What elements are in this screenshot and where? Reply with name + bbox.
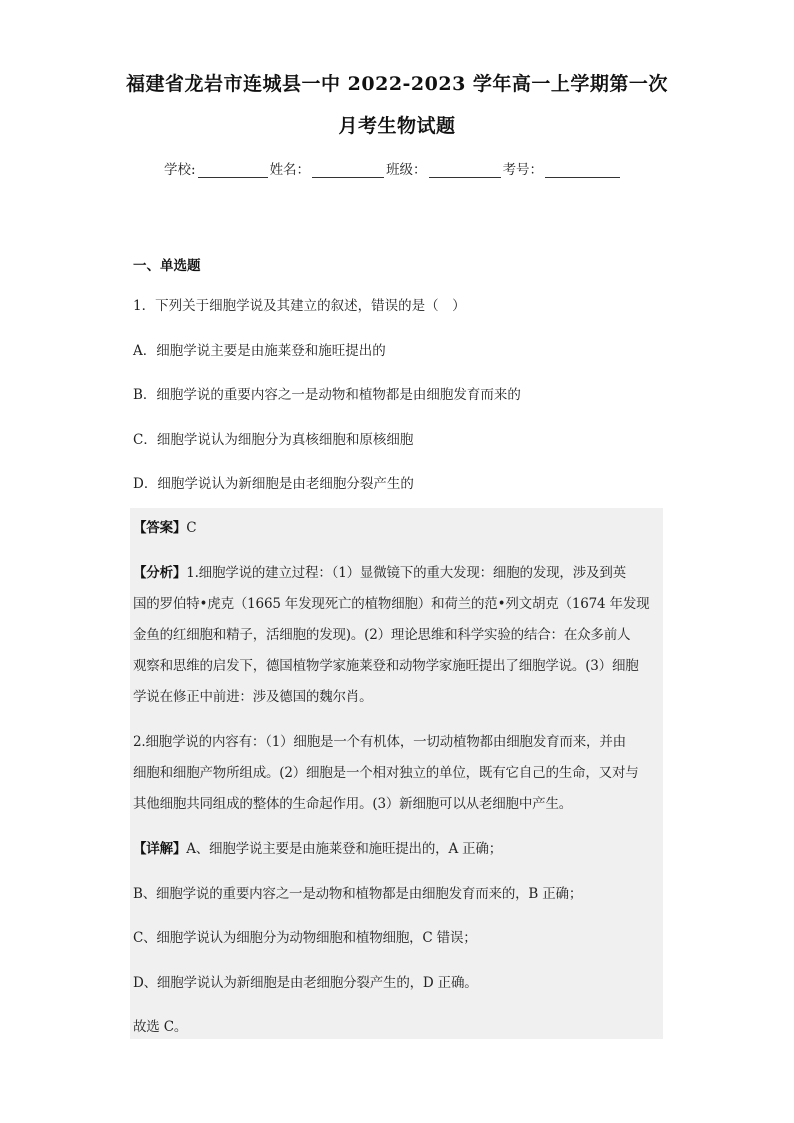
option-a: A．细胞学说主要是由施莱登和施旺提出的: [133, 343, 386, 359]
detail-line-4: D、细胞学说认为新细胞是由老细胞分裂产生的，D 正确。: [133, 975, 478, 991]
detail-line-1: [133, 837, 502, 857]
section-heading: 一、单选题: [133, 258, 201, 274]
option-b: B．细胞学说的重要内容之一是动物和植物都是由细胞发育而来的: [133, 387, 521, 403]
exam-number-label: 考号：: [502, 162, 544, 178]
student-info-row: [164, 158, 622, 178]
option-d: D．细胞学说认为新细胞是由老细胞分裂产生的: [133, 476, 414, 492]
analysis-tag: 【分析】: [133, 565, 187, 581]
school-blank[interactable]: [198, 162, 268, 178]
name-label: 姓名：: [269, 162, 311, 178]
detail-text-1: A、细胞学说主要是由施莱登和施旺提出的，A 正确；: [186, 841, 502, 857]
option-c: C．细胞学说认为细胞分为真核细胞和原核细胞: [133, 432, 414, 448]
question-stem: 1．下列关于细胞学说及其建立的叙述，错误的是（ ）: [133, 298, 466, 314]
content-line-1: 2.细胞学说的内容有：（1）细胞是一个有机体，一切动植物都由细胞发育而来，并由: [133, 734, 626, 750]
detail-line-2: B、细胞学说的重要内容之一是动物和植物都是由细胞发育而来的，B 正确；: [133, 886, 583, 902]
document-title-line1: 福建省龙岩市连城县一中 2022-2023 学年高一上学期第一次: [126, 73, 668, 95]
detail-line-3: C、细胞学说认为细胞分为动物细胞和植物细胞，C 错误；: [133, 930, 477, 946]
class-label: 班级：: [386, 162, 427, 178]
analysis-line-3: 金鱼的红细胞和精子，活细胞的发现)。(2）理论思维和科学实验的结合：在众多前人: [133, 627, 631, 643]
detail-tag: 【详解】: [133, 841, 187, 857]
answer-value: C: [186, 520, 197, 536]
content-line-3: 其他细胞共同组成的整体的生命起作用。(3）新细胞可以从老细胞中产生。: [133, 796, 573, 812]
analysis-text-1: 1.细胞学说的建立过程：（1）显微镜下的重大发现：细胞的发现，涉及到英: [186, 565, 626, 581]
class-blank[interactable]: [429, 162, 501, 178]
analysis-line-4: 观察和思维的启发下，德国植物学家施莱登和动物学家施旺提出了细胞学说。(3）细胞: [133, 658, 639, 674]
name-blank[interactable]: [312, 162, 384, 178]
answer-tag: 【答案】: [133, 520, 187, 536]
answer-line: [133, 516, 196, 536]
analysis-line-5: 学说在修正中前进：涉及德国的魏尔肖。: [133, 689, 373, 705]
exam-number-blank[interactable]: [545, 162, 620, 178]
content-line-2: 细胞和细胞产物所组成。(2）细胞是一个相对独立的单位，既有它自己的生命，又对与: [133, 765, 639, 781]
school-label: 学校:: [164, 162, 196, 178]
analysis-line-1: [133, 561, 626, 581]
conclusion-line: 故选 C。: [133, 1019, 188, 1035]
document-title-line2: 月考生物试题: [338, 115, 456, 137]
analysis-line-2: 国的罗伯特•虎克（1665 年发现死亡的植物细胞）和荷兰的范•列文胡克（1674 年发现: [133, 596, 650, 612]
